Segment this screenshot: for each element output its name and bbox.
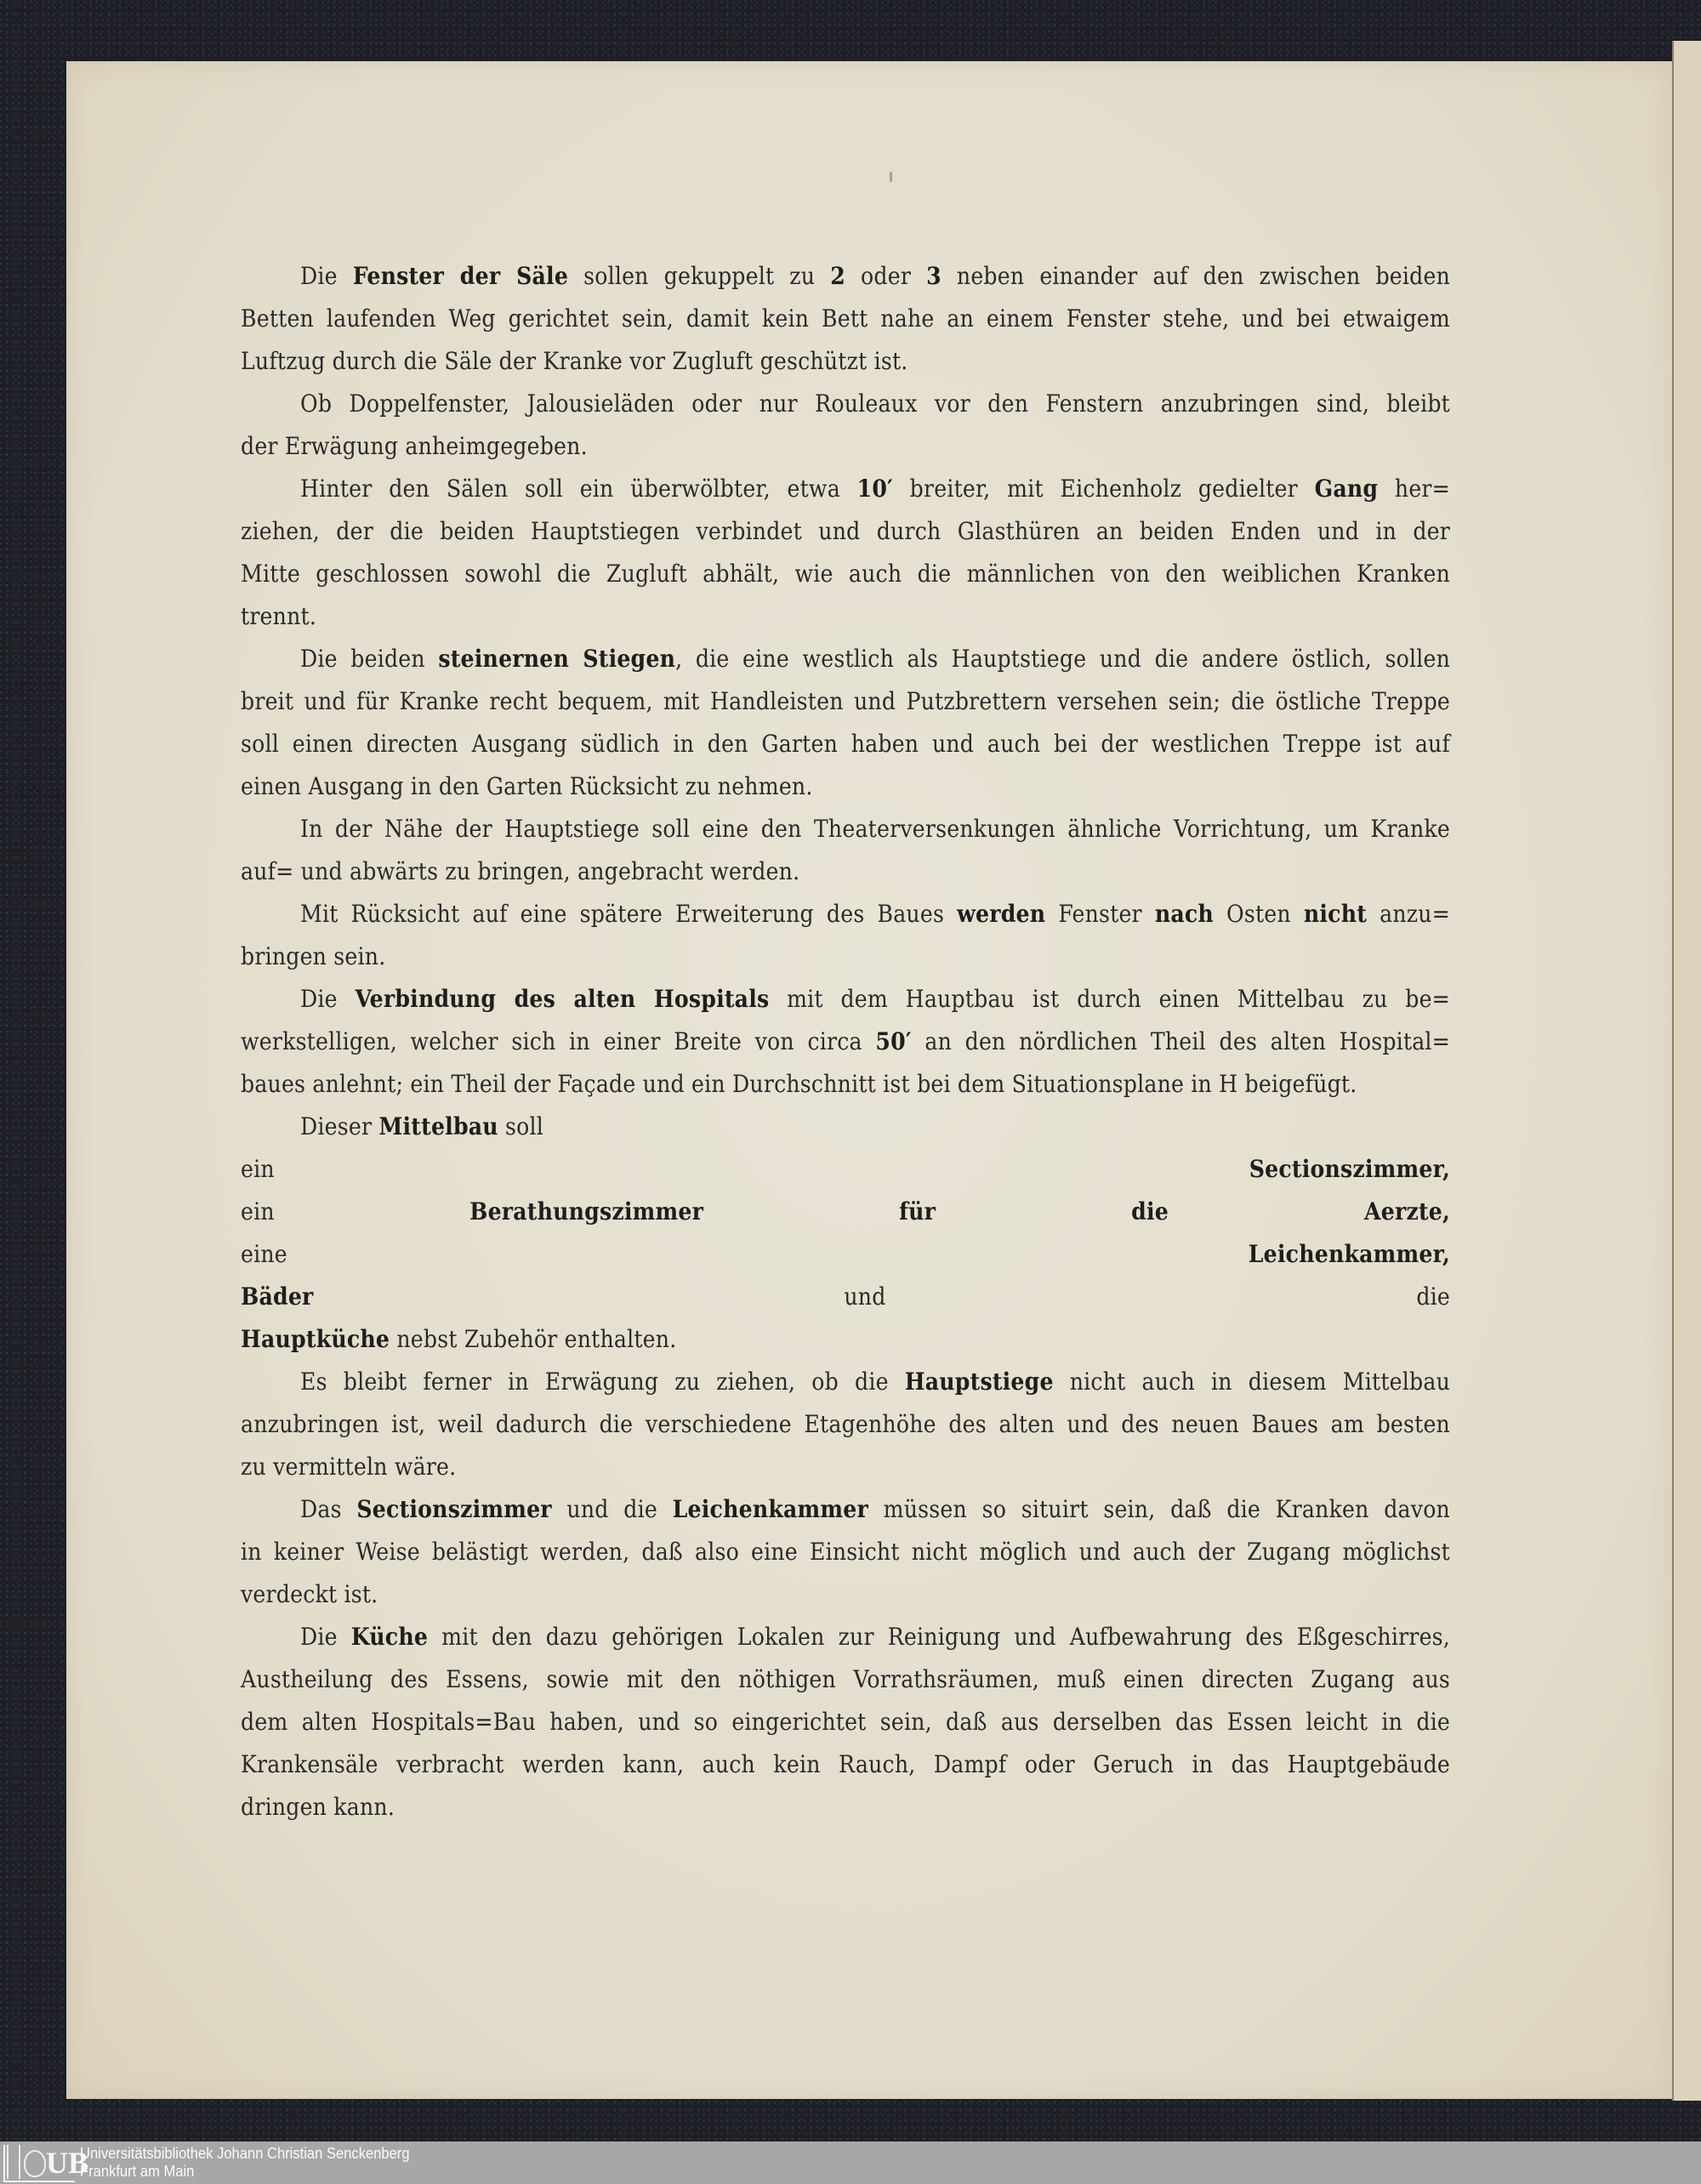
library-name-line2: Frankfurt am Main	[80, 2163, 195, 2180]
text-run: dem alten Hospitals=Bau haben, und so eingerichtet sein, daß aus derselben das Essen leicht in die	[241, 1708, 1450, 1736]
text-line	[241, 1021, 1450, 1063]
text-run: und die	[313, 1283, 1450, 1311]
emphasized-term: nicht	[1303, 900, 1368, 928]
text-line	[241, 1318, 1450, 1361]
text-run: an den nördlichen Theil des alten Hospital=	[911, 1027, 1450, 1055]
text-line	[241, 893, 1450, 936]
ub-logo[interactable]	[3, 2145, 89, 2182]
emphasized-term: Bäder	[241, 1283, 314, 1311]
text-line	[241, 723, 1450, 765]
text-run: Die beiden	[300, 645, 439, 673]
text-run: ziehen, der die beiden Hauptstiegen verbindet und durch Glasthüren an beiden Enden und in der	[241, 517, 1450, 545]
paragraph	[241, 1361, 1450, 1488]
text-run: ein	[241, 1155, 1249, 1183]
text-run: auf= und abwärts zu bringen, angebracht werden.	[241, 857, 800, 885]
text-run: Das	[300, 1495, 357, 1523]
text-run: sollen gekuppelt zu	[568, 262, 831, 290]
text-run: breiter, mit Eichenholz gedielter	[892, 475, 1315, 503]
text-line	[241, 1233, 1450, 1276]
text-line	[241, 1446, 1450, 1488]
emphasized-term: Leichenkammer,	[1248, 1240, 1450, 1268]
paragraph	[241, 638, 1450, 808]
text-run: Die	[300, 985, 356, 1013]
text-run: verdeckt ist.	[241, 1580, 378, 1608]
library-footer	[0, 2141, 1701, 2184]
text-line	[241, 1701, 1450, 1743]
emphasized-term: Leichenkammer	[672, 1495, 868, 1523]
text-run: Mitte geschlossen sowohl die Zugluft abhält, wie auch die männlichen von den weiblichen Kranken	[241, 560, 1450, 588]
text-run: Die	[300, 262, 353, 290]
text-run: nebst Zubehör enthalten.	[390, 1325, 677, 1353]
emphasized-term: Berathungszimmer für die Aerzte,	[469, 1197, 1450, 1226]
paragraph	[241, 255, 1450, 383]
text-line	[241, 468, 1450, 510]
emphasized-term: Gang	[1314, 475, 1379, 503]
text-line	[241, 765, 1450, 808]
text-run: Osten	[1213, 900, 1304, 928]
text-run: und die	[551, 1495, 673, 1523]
text-run: zu vermitteln wäre.	[241, 1453, 457, 1481]
text-line	[241, 638, 1450, 680]
text-line	[241, 1191, 1450, 1233]
text-run: ein	[241, 1197, 470, 1226]
text-run: einen Ausgang in den Garten Rücksicht zu nehmen.	[241, 772, 813, 800]
text-line	[241, 1403, 1450, 1446]
text-line	[241, 808, 1450, 850]
text-run: breit und für Kranke recht bequem, mit Handleisten und Putzbrettern versehen sein; die östliche Treppe	[241, 687, 1450, 715]
text-run: bringen sein.	[241, 942, 386, 970]
text-run: Es bleibt ferner in Erwägung zu ziehen, ob die	[300, 1368, 905, 1396]
text-line	[241, 936, 1450, 978]
emphasized-term: Hauptstiege	[904, 1368, 1054, 1396]
text-line	[241, 425, 1450, 468]
text-line	[241, 680, 1450, 723]
text-line	[241, 255, 1450, 298]
paragraph	[241, 1616, 1450, 1829]
text-run: trennt.	[241, 602, 317, 630]
library-name	[80, 2145, 410, 2181]
text-run: baues anlehnt; ein Theil der Façade und ein Durchschnitt ist bei dem Situationsplane in H beigefügt.	[241, 1070, 1357, 1098]
book-stripes-icon	[7, 2145, 20, 2179]
text-line	[241, 510, 1450, 553]
document-body	[241, 255, 1450, 1829]
text-line	[241, 1531, 1450, 1573]
text-run: In der Nähe der Hauptstiege soll eine den Theaterversenkungen ähnliche Vorrichtung, um Kranke	[300, 815, 1450, 843]
text-run: anzu=	[1367, 900, 1450, 928]
text-run: oder	[845, 262, 927, 290]
text-run: Luftzug durch die Säle der Kranke vor Zugluft geschützt ist.	[241, 347, 908, 375]
text-line	[241, 1573, 1450, 1616]
text-run: in keiner Weise belästigt werden, daß also eine Einsicht nicht möglich und auch der Zugang möglichst	[241, 1538, 1450, 1566]
text-line	[241, 595, 1450, 638]
text-line	[241, 383, 1450, 425]
text-run: Dieser	[300, 1112, 379, 1140]
text-run: mit dem Hauptbau ist durch einen Mittelbau zu be=	[769, 985, 1450, 1013]
adjacent-page-edge	[1672, 41, 1701, 2101]
text-run: neben einander auf den zwischen beiden	[941, 262, 1450, 290]
text-run: mit den dazu gehörigen Lokalen zur Reinigung und Aufbewahrung des Eßgeschirres,	[428, 1623, 1450, 1651]
text-run: soll einen directen Ausgang südlich in den Garten haben und auch bei der westlichen Treppe ist auf	[241, 730, 1450, 758]
emphasized-term: 50′	[875, 1027, 912, 1055]
text-line	[241, 1743, 1450, 1786]
paragraph	[241, 383, 1450, 468]
emphasized-term: steinernen Stiegen	[438, 645, 676, 673]
text-run: Hinter den Sälen soll ein überwölbter, etwa	[300, 475, 857, 503]
emphasized-term: nach	[1154, 900, 1214, 928]
emphasized-term: werden	[957, 900, 1046, 928]
paragraph	[241, 978, 1450, 1106]
text-line	[241, 1063, 1450, 1106]
text-run: der Erwägung anheimgegeben.	[241, 432, 588, 460]
text-run: Mit Rücksicht auf eine spätere Erweiterung des Baues	[300, 900, 958, 928]
text-line	[241, 1658, 1450, 1701]
text-line	[241, 978, 1450, 1021]
emphasized-term: 2	[830, 262, 845, 290]
paragraph	[241, 468, 1450, 638]
text-line	[241, 1488, 1450, 1531]
text-run: dringen kann.	[241, 1793, 395, 1821]
emphasized-term: 3	[926, 262, 942, 290]
text-run: müssen so situirt sein, daß die Kranken davon	[868, 1495, 1450, 1523]
text-run: werkstelligen, welcher sich in einer Breite von circa	[241, 1027, 876, 1055]
emphasized-term: 10′	[856, 475, 893, 503]
paragraph	[241, 1148, 1450, 1361]
emphasized-term: Mittelbau	[378, 1112, 498, 1140]
text-run: nicht auch in diesem Mittelbau	[1053, 1368, 1450, 1396]
paragraph	[241, 1106, 1450, 1148]
text-run: Betten laufenden Weg gerichtet sein, damit kein Bett nahe an einem Fenster stehe, und bei etwaigem	[241, 304, 1450, 333]
text-run: , die eine westlich als Hauptstiege und die andere östlich, sollen	[675, 645, 1451, 673]
text-line	[241, 1276, 1450, 1318]
text-run: anzubringen ist, weil dadurch die verschiedene Etagenhöhe des alten und des neuen Baues am besten	[241, 1410, 1450, 1438]
text-run: soll	[498, 1112, 543, 1140]
text-line	[241, 1148, 1450, 1191]
text-run: her=	[1378, 475, 1450, 503]
text-line	[241, 1361, 1450, 1403]
text-line	[241, 298, 1450, 340]
paper-speck	[890, 172, 892, 182]
text-run: Austheilung des Essens, sowie mit den nöthigen Vorrathsräumen, muß einen directen Zugang aus	[241, 1665, 1450, 1693]
paragraph	[241, 1488, 1450, 1616]
paragraph	[241, 893, 1450, 978]
text-run: Die	[300, 1623, 351, 1651]
paragraph	[241, 808, 1450, 893]
text-run: eine	[241, 1240, 1249, 1268]
text-line	[241, 340, 1450, 383]
text-run: Krankensäle verbracht werden kann, auch kein Rauch, Dampf oder Geruch in das Hauptgebäude	[241, 1750, 1450, 1778]
text-run: Fenster	[1045, 900, 1155, 928]
text-line	[241, 1786, 1450, 1829]
emphasized-term: Küche	[350, 1623, 429, 1651]
text-run: Ob Doppelfenster, Jalousieläden oder nur Rouleaux vor den Fenstern anzubringen sind, bleibt	[300, 390, 1450, 418]
emphasized-term: Sectionszimmer	[356, 1495, 552, 1523]
emphasized-term: Sectionszimmer,	[1249, 1155, 1450, 1183]
text-line	[241, 553, 1450, 595]
text-line	[241, 850, 1450, 893]
text-line	[241, 1616, 1450, 1658]
emphasized-term: Fenster der Säle	[352, 262, 569, 290]
emphasized-term: Verbindung des alten Hospitals	[355, 985, 770, 1013]
portrait-icon	[24, 2150, 46, 2177]
library-name-line1: Universitätsbibliothek Johann Christian Senckenberg	[80, 2145, 410, 2162]
text-line	[241, 1106, 1450, 1148]
logo-text: UB	[46, 2146, 89, 2180]
emphasized-term: Hauptküche	[241, 1325, 390, 1353]
